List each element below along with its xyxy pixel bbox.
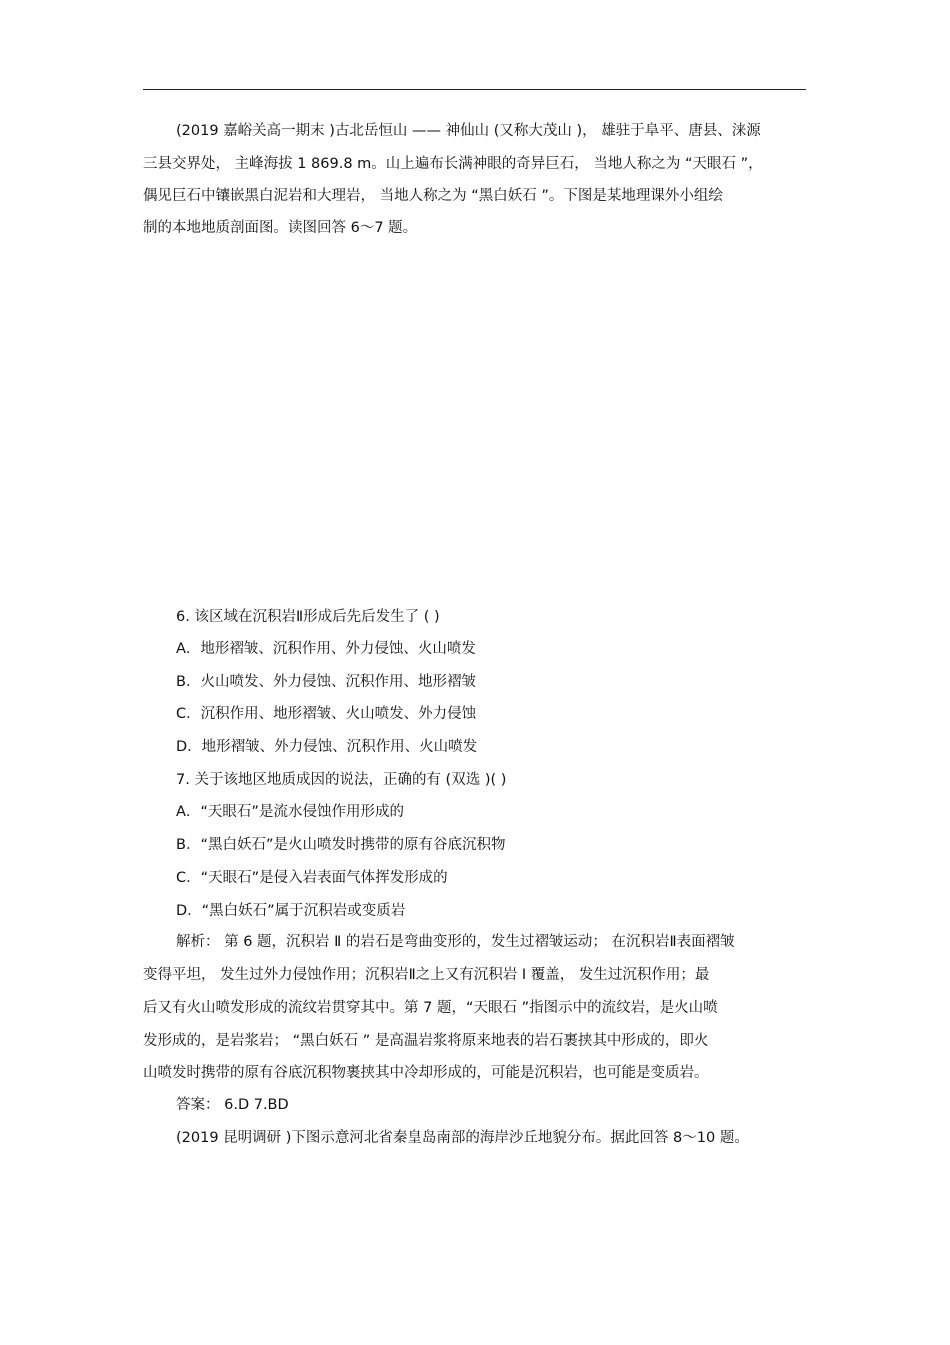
q7-option-c: C．“天眼石”是侵入岩表面气体挥发形成的 — [176, 870, 448, 886]
q7-stem: 7. 关于该地区地质成因的说法，正确的有 (双选 )( ) — [176, 772, 507, 788]
q7-option-a: A．“天眼石”是流水侵蚀作用形成的 — [176, 804, 404, 820]
q6-option-a: A．地形褶皱、沉积作用、外力侵蚀、火山喷发 — [176, 641, 476, 657]
intro-line-4: 制的本地地质剖面图。读图回答 6～7 题。 — [143, 220, 418, 236]
intro-line-3: 偶见巨石中镶嵌黑白泥岩和大理岩， 当地人称之为 “黑白妖石 ”。下图是某地理课外小组绘 — [143, 188, 723, 204]
analysis-line-2: 变得平坦， 发生过外力侵蚀作用；沉积岩Ⅱ之上又有沉积岩 Ⅰ 覆盖， 发生过沉积作用；最 — [143, 967, 710, 983]
q6-stem: 6. 该区域在沉积岩Ⅱ形成后先后发生了 ( ) — [176, 609, 440, 625]
answer-line: 答案： 6.D 7.BD — [176, 1097, 289, 1113]
q7-option-b: B．“黑白妖石”是火山喷发时携带的原有谷底沉积物 — [176, 837, 506, 853]
next-question-intro: (2019 昆明调研 )下图示意河北省秦皇岛南部的海岸沙丘地貌分布。据此回答 8～10 题。 — [176, 1130, 749, 1146]
q6-option-d: D．地形褶皱、外力侵蚀、沉积作用、火山喷发 — [176, 739, 478, 755]
analysis-line-3: 后又有火山喷发形成的流纹岩贯穿其中。第 7 题，“天眼石 ”指图示中的流纹岩，是火山喷 — [143, 1000, 718, 1016]
intro-line-2: 三县交界处， 主峰海拔 1 869.8 m。山上遍布长满神眼的奇异巨石， 当地人称之为 “天眼石 ”， — [143, 156, 763, 172]
q7-option-d: D．“黑白妖石”属于沉积岩或变质岩 — [176, 903, 406, 919]
q6-option-b: B．火山喷发、外力侵蚀、沉积作用、地形褶皱 — [176, 674, 476, 690]
analysis-line-4: 发形成的，是岩浆岩； “黑白妖石 ” 是高温岩浆将原来地表的岩石裹挟其中形成的，即火 — [143, 1033, 709, 1049]
q6-option-c: C．沉积作用、地形褶皱、火山喷发、外力侵蚀 — [176, 706, 477, 722]
analysis-line-1: 解析： 第 6 题，沉积岩 Ⅱ 的岩石是弯曲变形的，发生过褶皱运动； 在沉积岩Ⅱ表面褶皱 — [176, 934, 735, 950]
header-rule — [143, 89, 806, 90]
analysis-line-5: 山喷发时携带的原有谷底沉积物裹挟其中冷却形成的，可能是沉积岩，也可能是变质岩。 — [143, 1065, 709, 1081]
intro-line-1: (2019 嘉峪关高一期末 )古北岳恒山 —— 神仙山 (又称大茂山 )， 雄驻于阜平、唐县、涞源 — [176, 123, 761, 139]
